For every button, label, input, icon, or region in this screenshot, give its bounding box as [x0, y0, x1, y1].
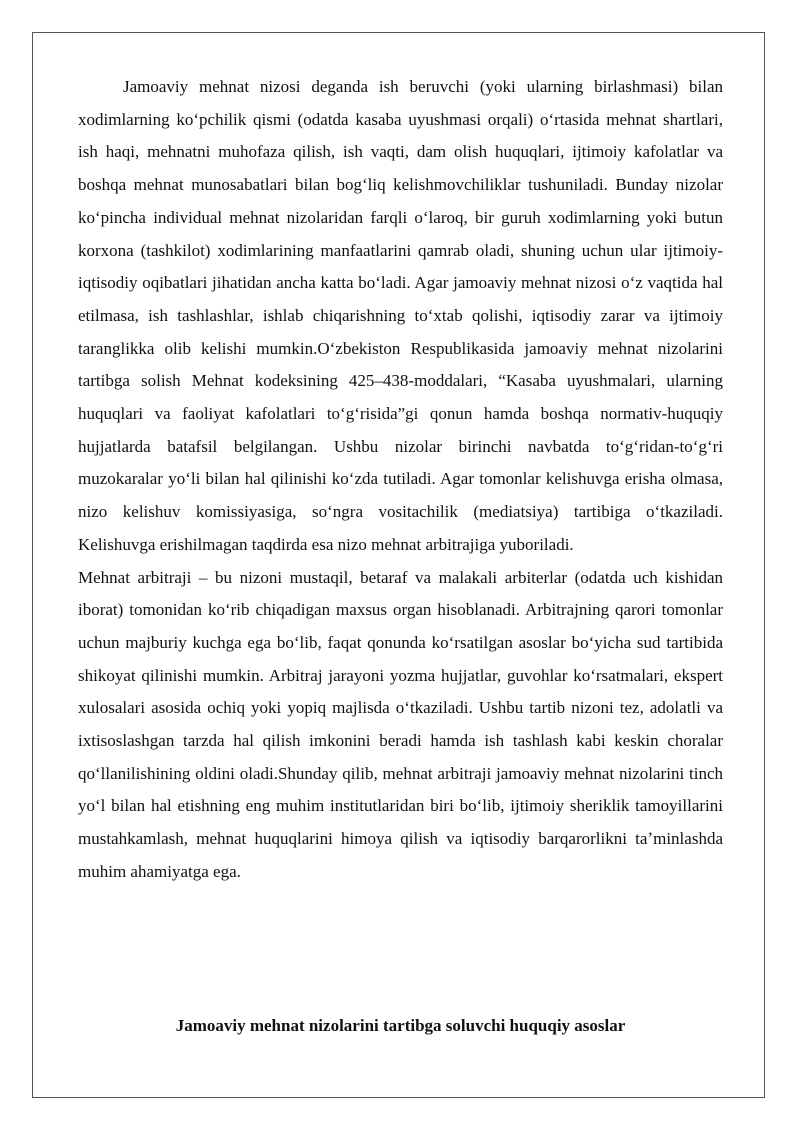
paragraph-arbitration: Mehnat arbitraji – bu nizoni mustaqil, betaraf va malakali arbiterlar (odatda uch kishidan iborat) tomonidan koʻrib chiqadigan maxsus organ hisoblanadi. Arbitrajning qarori tomonlar uchun majburiy kuchga ega boʻlib, faqat qonunda koʻrsatilgan asoslar boʻyicha sud tartibida shikoyat qilinishi mumkin. Arbitraj jarayoni yozma hujjatlar, guvohlar koʻrsatmalari, ekspert xulosalari asosida ochiq yoki yopiq majlisda oʻtkaziladi. Ushbu tartib nizoni tez, adolatli va ixtisoslashgan tarzda hal qilish imkonini beradi hamda ish tashlash kabi keskin choralar qoʻllanilishining oldini oladi.Shunday qilib, mehnat arbitraji jamoaviy mehnat nizolarini tinch yoʻl bilan hal etishning eng muhim institutlaridan biri boʻlib, ijtimoiy sheriklik tamoyillarini mustahkamlash, mehnat huquqlarini himoya qilish va iqtisodiy barqarorlikni taʼminlashda muhim ahamiyatga ega. [78, 567, 723, 881]
section-heading: Jamoaviy mehnat nizolarini tartibga soluvchi huquqiy asoslar [175, 1016, 626, 1035]
document-body [78, 71, 723, 889]
paragraph-intro: Jamoaviy mehnat nizosi deganda ish beruvchi (yoki ularning birlashmasi) bilan xodimlarning koʻpchilik qismi (odatda kasaba uyushmasi orqali) oʻrtasida mehnat shartlari, ish haqi, mehnatni muhofaza qilish, ish vaqti, dam olish huquqlari, ijtimoiy kafolatlar va boshqa mehnat munosabatlari bilan bogʻliq kelishmovchiliklar tushuniladi. Bunday nizolar koʻpincha individual mehnat nizolaridan farqli oʻlaroq, bir guruh xodimlarning yoki butun korxona (tashkilot) xodimlarining manfaatlarini qamrab oladi, shuning uchun ular ijtimoiy-iqtisodiy oqibatlari jihatidan ancha katta boʻladi. Agar jamoaviy mehnat nizosi oʻz vaqtida hal etilmasa, ish tashlashlar, ishlab chiqarishning toʻxtab qolishi, iqtisodiy zarar va ijtimoiy taranglikka olib kelishi mumkin.Oʻzbekiston Respublikasida jamoaviy mehnat nizolarini tartibga solish Mehnat kodeksining 425–438-moddalari, “Kasaba uyushmalari, ularning huquqlari va faoliyat kafolatlari toʻgʻrisida”gi qonun hamda boshqa normativ-huquqiy hujjatlarda batafsil belgilangan. Ushbu nizolar birinchi navbatda toʻgʻridan-toʻgʻri muzokaralar yoʻli bilan hal qilinishi koʻzda tutiladi. Agar tomonlar kelishuvga erisha olmasa, nizo kelishuv komissiyasiga, soʻngra vositachilik (mediatsiya) tartibiga oʻtkaziladi. Kelishuvga erishilmagan taqdirda esa nizo mehnat arbitrajiga yuboriladi. [78, 77, 723, 554]
